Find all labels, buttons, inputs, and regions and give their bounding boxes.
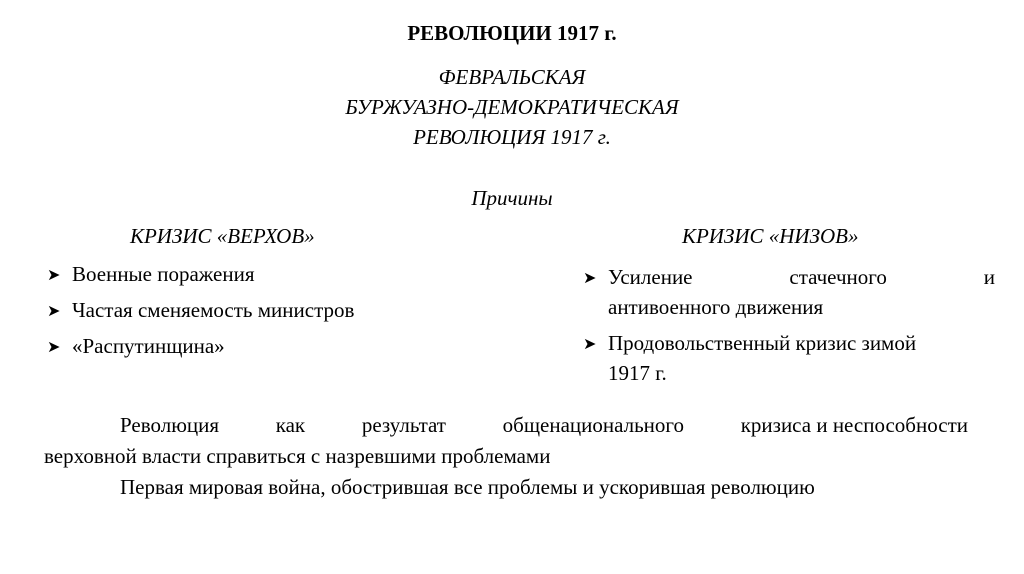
right-column-heading: КРИЗИС «НИЗОВ»: [682, 224, 859, 248]
justified-line: [608, 262, 995, 292]
list-item: [47, 296, 507, 332]
arrow-bullet-icon: ➤: [47, 337, 61, 356]
paragraph-1-line-2: верховной власти справиться с назревшими проблемами: [44, 444, 551, 468]
paragraph-word: результат: [361, 413, 446, 437]
arrow-bullet-icon: ➤: [47, 301, 61, 320]
list-item-text: антивоенного движения: [608, 295, 824, 319]
subtitle: [0, 62, 1024, 152]
arrow-bullet-icon: ➤: [47, 265, 61, 284]
subtitle-line-1: ФЕВРАЛЬСКАЯ: [438, 65, 586, 89]
list-item-text: Военные поражения: [72, 262, 255, 286]
paragraph-word: Революция: [120, 413, 220, 437]
page-title: РЕВОЛЮЦИИ 1917 г.: [407, 21, 617, 45]
list-item: [583, 328, 995, 388]
list-item-word: и: [983, 265, 995, 289]
arrow-bullet-icon: ➤: [583, 334, 597, 353]
left-column-heading: КРИЗИС «ВЕРХОВ»: [130, 224, 315, 248]
list-item-text: «Распутинщина»: [72, 334, 225, 358]
list-item: [47, 332, 507, 368]
paragraph-word: кризиса и неспособности: [740, 413, 968, 437]
paragraph-1-line-1: [120, 410, 968, 440]
list-item-word: стачечного: [789, 265, 887, 289]
list-item-text: 1917 г.: [608, 361, 667, 385]
subtitle-line-3: РЕВОЛЮЦИЯ 1917 г.: [413, 125, 611, 149]
subtitle-line-2: БУРЖУАЗНО-ДЕМОКРАТИЧЕСКАЯ: [345, 95, 679, 119]
paragraph-word: как: [275, 413, 306, 437]
list-item: [583, 262, 995, 322]
list-item: [47, 260, 507, 296]
list-item-text: Частая сменяемость министров: [72, 298, 355, 322]
causes-heading: Причины: [471, 186, 553, 210]
paragraph-2: Первая мировая война, обострившая все проблемы и ускорившая революцию: [120, 475, 815, 499]
left-cause-list: [47, 260, 507, 368]
paragraph-word: общенационального: [502, 413, 685, 437]
right-cause-list: [583, 262, 995, 394]
list-item-word: Усиление: [608, 265, 693, 289]
list-item-text: Продовольственный кризис зимой: [608, 331, 917, 355]
arrow-bullet-icon: ➤: [583, 268, 597, 287]
